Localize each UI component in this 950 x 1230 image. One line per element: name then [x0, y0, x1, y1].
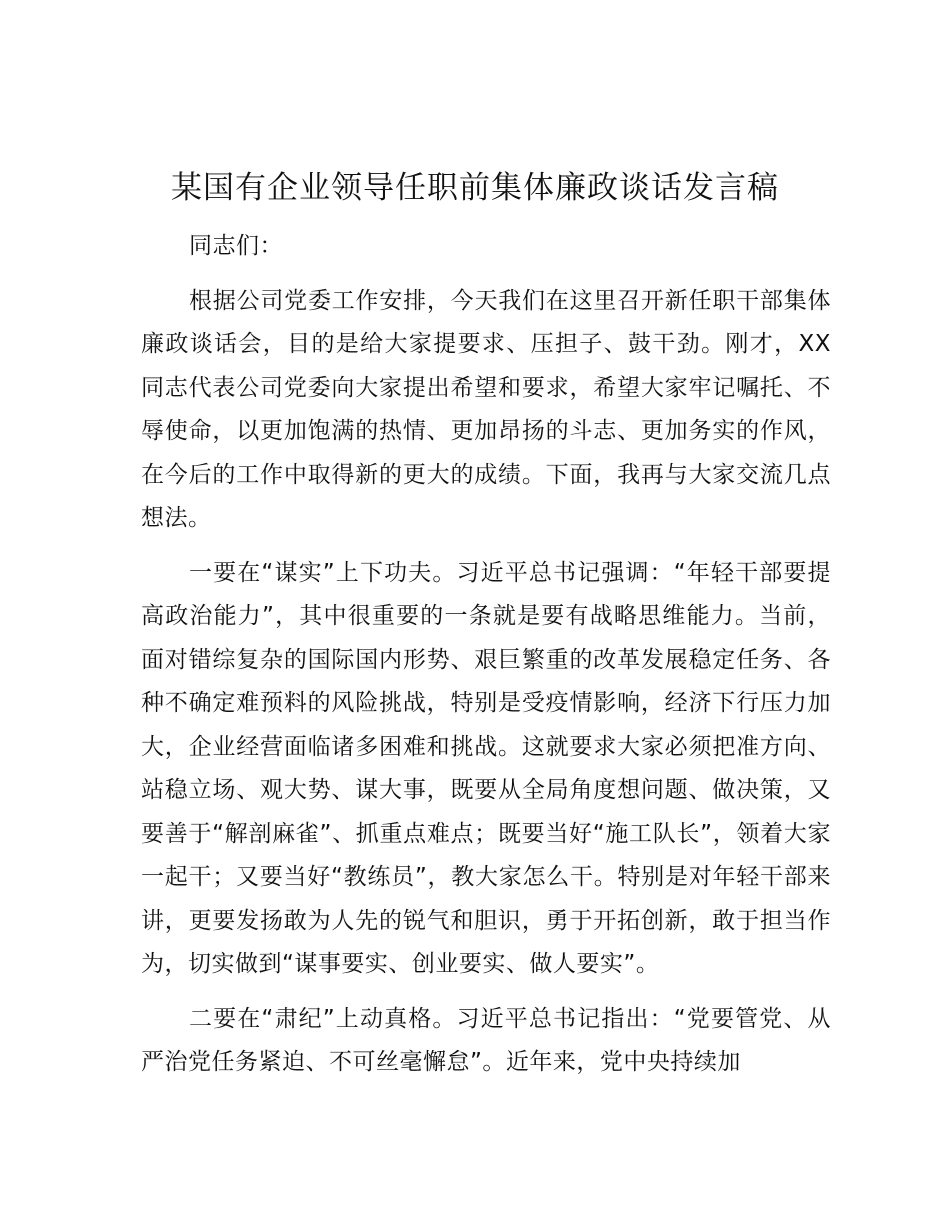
paragraph-3: 二要在“肃纪”上动真格。习近平总书记指出：“党要管党、从严治党任务紧迫、不可丝毫懈怠”。近年来，党中央持续加 — [141, 1005, 831, 1075]
paragraph-1: 根据公司党委工作安排，今天我们在这里召开新任职干部集体廉政谈话会，目的是给大家提要求、压担子、鼓干劲。刚才，XX 同志代表公司党委向大家提出希望和要求，希望大家牢记嘱托、不辱使命，以更加饱满的热情、更加昂扬的斗志、更加务实的作风，在今后的工作中取得新的更大的成绩。下面，我再与大家交流几点想法。 — [141, 287, 831, 531]
paragraph-2: 一要在“谋实”上下功夫。习近平总书记强调：“年轻干部要提高政治能力”，其中很重要的一条就是要有战略思维能力。当前，面对错综复杂的国际国内形势、艰巨繁重的改革发展稳定任务、各种不确定难预料的风险挑战，特别是受疫情影响，经济下行压力加大，企业经营面临诸多困难和挑战。这就要求大家必须把准方向、站稳立场、观大势、谋大事，既要从全局角度想问题、做决策，又要善于“解剖麻雀”、抓重点难点；既要当好“施工队长”，领着大家一起干；又要当好“教练员”，教大家怎么干。特别是对年轻干部来讲，更要发扬敢为人先的锐气和胆识，勇于开拓创新，敢于担当作为，切实做到“谋事要实、创业要实、做人要实”。 — [141, 559, 831, 977]
salutation: 同志们： — [189, 233, 283, 259]
document-body — [141, 225, 831, 1096]
document-title: 某国有企业领导任职前集体廉政谈话发言稿 — [171, 170, 779, 206]
